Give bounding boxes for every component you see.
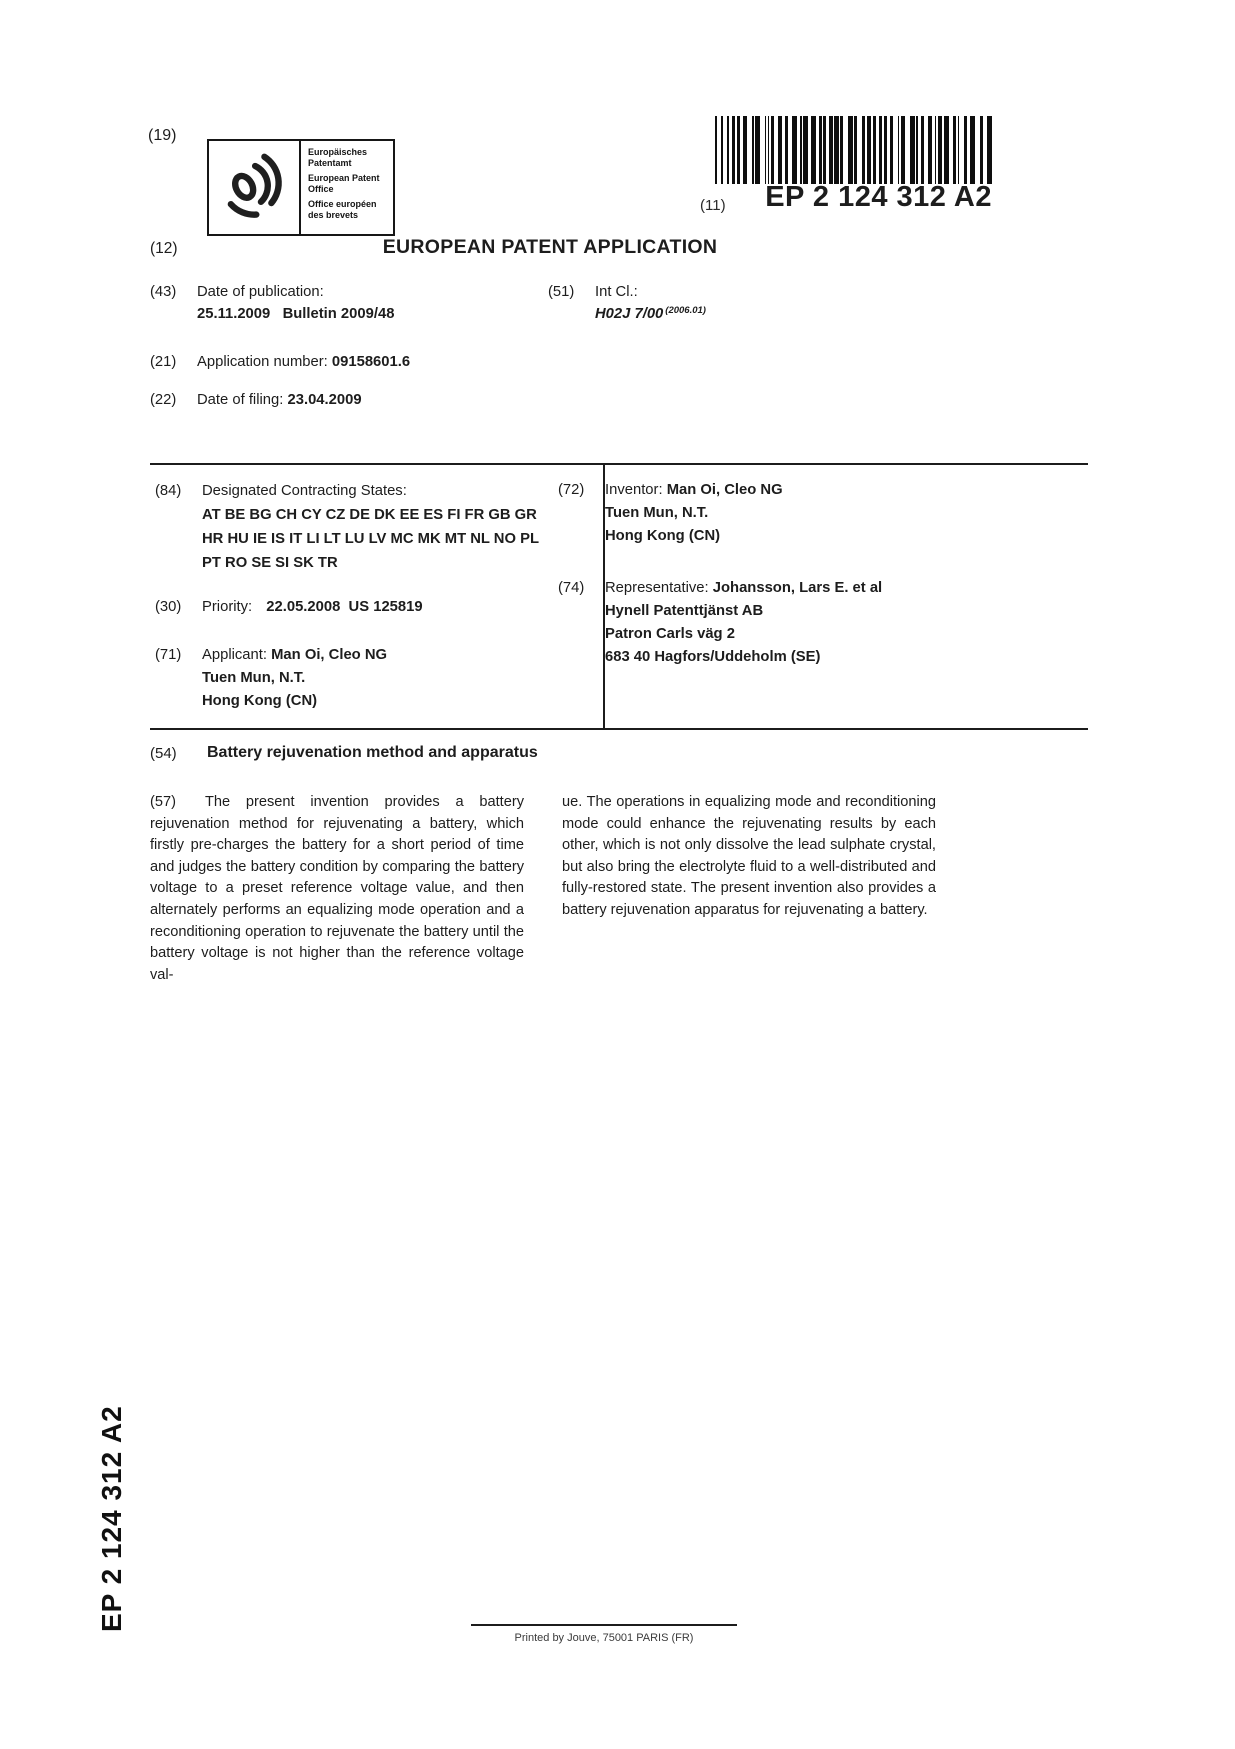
int-cl-version: (2006.01)	[665, 305, 706, 316]
inid-11-label: (11)	[700, 197, 726, 214]
publication-barcode	[715, 116, 993, 184]
designated-states-line: PT RO SE SI SK TR	[202, 555, 338, 571]
inid-54-label: (54)	[150, 745, 177, 762]
inid-57-label: (57)	[150, 794, 176, 810]
designated-states-line: AT BE BG CH CY CZ DE DK EE ES FI FR GB GR	[202, 507, 537, 523]
printer-imprint: Printed by Jouve, 75001 PARIS (FR)	[514, 1632, 694, 1644]
field-representative	[558, 577, 882, 669]
field-filing-date	[150, 389, 362, 411]
inid-43-label: (43)	[150, 284, 177, 300]
designated-states-line: HR HU IE IS IT LI LT LU LV MC MK MT NL NO PL	[202, 531, 540, 547]
inventor-block	[605, 479, 783, 548]
representative-line: Patron Carls väg 2	[605, 626, 735, 642]
field-application-number	[150, 351, 410, 373]
field-designated-states	[155, 479, 539, 575]
filing-date-block	[197, 389, 362, 411]
field-int-cl	[548, 281, 706, 327]
abstract-column-1	[150, 792, 524, 986]
invention-title: Battery rejuvenation method and apparatus	[207, 744, 538, 761]
filing-date-title: Date of filing:	[197, 392, 284, 408]
filing-date-value: 23.04.2009	[287, 392, 362, 408]
field-priority	[155, 596, 423, 618]
office-name-de: Europäisches Patentamt	[308, 147, 368, 168]
priority-block	[202, 596, 423, 618]
sidebar-document-id: EP 2 124 312 A2	[96, 1405, 127, 1632]
application-number-value: 09158601.6	[331, 354, 411, 370]
inid-21-label: (21)	[150, 354, 177, 370]
designated-states-title: Designated Contracting States:	[202, 483, 407, 499]
int-cl-block	[595, 281, 706, 327]
representative-block	[605, 577, 882, 669]
applicant-name: Man Oi, Cleo NG	[271, 647, 388, 663]
inid-74-label: (74)	[558, 580, 585, 596]
int-cl-class: H02J 7/00	[595, 306, 664, 322]
applicant-title: Applicant:	[202, 647, 267, 663]
representative-line: Hynell Patenttjänst AB	[605, 603, 764, 619]
abstract-text-1: The present invention provides a battery rejuvenation method for rejuvenating a battery, which firstly pre-charges the battery for a short period of time and judges the battery condition by comparing the battery voltage to a preset reference voltage value, and then alternately performs an equalizing mode operation and a reconditioning operation to rejuvenate the battery until the battery voltage is not higher than the reference voltage val-	[150, 794, 524, 983]
inid-12-label: (12)	[150, 240, 178, 257]
epo-office-names	[299, 141, 393, 234]
applicant-block	[202, 644, 387, 713]
inid-71-label: (71)	[155, 647, 182, 663]
grid-bottom-rule	[150, 728, 1088, 730]
inventor-line: Hong Kong (CN)	[605, 528, 721, 544]
inventor-name: Man Oi, Cleo NG	[666, 482, 783, 498]
priority-title: Priority:	[202, 599, 253, 615]
inid-51-label: (51)	[548, 284, 575, 300]
inid-84-label: (84)	[155, 483, 182, 499]
representative-title: Representative:	[605, 580, 709, 596]
field-invention-title	[150, 744, 538, 762]
inid-19-label: (19)	[148, 127, 177, 144]
inid-22-label: (22)	[150, 392, 177, 408]
int-cl-title: Int Cl.:	[595, 284, 638, 300]
publication-date-title: Date of publication:	[197, 284, 324, 300]
field-inventor	[558, 479, 783, 548]
grid-top-rule	[150, 463, 1088, 465]
applicant-line: Hong Kong (CN)	[202, 693, 318, 709]
inventor-title: Inventor:	[605, 482, 663, 498]
publication-date-block	[197, 281, 394, 325]
office-name-en: European Patent Office	[308, 173, 380, 194]
epo-logo-box	[207, 139, 395, 236]
applicant-line: Tuen Mun, N.T.	[202, 670, 306, 686]
application-number-block	[197, 351, 410, 373]
office-name-fr: Office européen des brevets	[308, 199, 377, 220]
abstract-column-2	[562, 792, 936, 922]
footer-rule	[471, 1624, 737, 1626]
designated-states-block	[202, 479, 539, 575]
field-publication-date	[150, 281, 394, 325]
epo-logo-icon	[209, 141, 299, 234]
document-kind-title: EUROPEAN PATENT APPLICATION	[382, 236, 718, 258]
publication-date-value: 25.11.2009 Bulletin 2009/48	[197, 306, 395, 322]
abstract-text-2: ue. The operations in equalizing mode and reconditioning mode could enhance the rejuvenating results by each other, which is not only dissolve the lead sulphate crystal, but also bring the electrolyte fluid to a well-distributed and fully-restored state. The present invention also provides a battery rejuvenation apparatus for rejuvenating a battery.	[562, 794, 936, 918]
application-number-title: Application number:	[197, 354, 328, 370]
field-applicant	[155, 644, 387, 713]
publication-number: EP 2 124 312 A2	[765, 181, 992, 213]
inventor-line: Tuen Mun, N.T.	[605, 505, 709, 521]
inid-72-label: (72)	[558, 482, 585, 498]
representative-name: Johansson, Lars E. et al	[712, 580, 883, 596]
representative-line: 683 40 Hagfors/Uddeholm (SE)	[605, 649, 821, 665]
priority-value: 22.05.2008 US 125819	[266, 599, 423, 615]
inid-30-label: (30)	[155, 599, 182, 615]
